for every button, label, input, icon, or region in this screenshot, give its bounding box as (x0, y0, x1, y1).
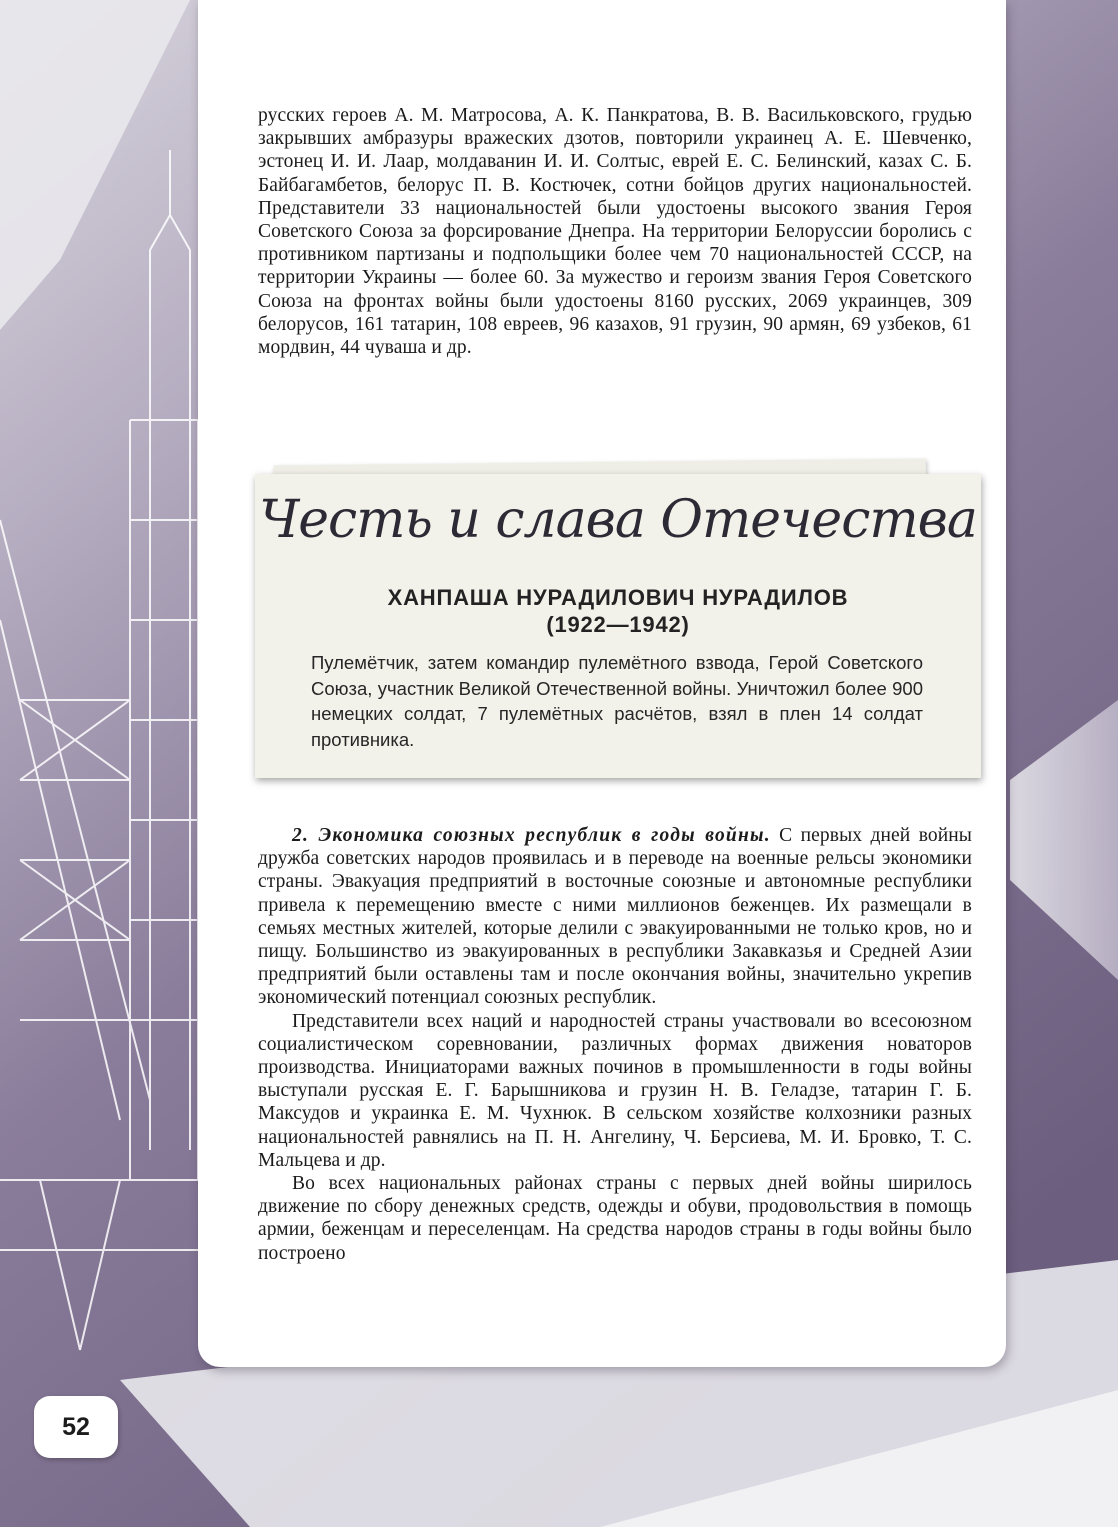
section-economy (258, 824, 972, 1265)
section-paragraph-c: Во всех национальных районах страны с первых дней войны ширилось движение по сбору денежных средств, одежды и обуви, продовольствия в помощь армии, беженцам и переселенцам. На средства народов страны в годы войны было построено (258, 1173, 972, 1264)
hero-years: (1922—1942) (546, 612, 690, 637)
inset-heading: Честь и слава Отечества (259, 490, 977, 550)
hero-description: Пулемётчик, затем командир пулемётного взвода, Герой Советского Союза, участник Великой Отечественной войны. Уничтожил более 900 немецких солдат, 7 пулемётных расчётов, взял в плен 14 солдат противника. (311, 652, 923, 750)
hero-name-block (255, 584, 981, 638)
text-paragraph-heroes (258, 104, 972, 359)
page-number: 52 (34, 1396, 118, 1458)
section-paragraph-a-text: С первых дней войны дружба советских народов проявилась и в переводе на военные рельсы экономики страны. Эвакуация предприятий в восточные союзные и автономные республики привела к перемещению вместе с ними миллионов беженцев. Их размещали в семьях местных жителей, которые делили с эвакуированными не только кров, но и пищу. Большинство из эвакуированных в республики Закавказья и Средней Азии предприятий были оставлены там и после окончания войны, значительно укрепив экономический потенциал союзных республик. (258, 825, 972, 1009)
section-paragraph-b: Представители всех наций и народностей страны участвовали во всесоюзном социалистическом соревновании, различных формах движения новаторов производства. Инициаторами важных починов в промышленности в годы войны выступали русская Е. Г. Барышникова и грузин Н. В. Геладзе, татарин Г. Б. Максудов и украинка Е. М. Чухнюк. В сельском хозяйстве колхозники разных национальностей равнялись на П. Н. Ангелину, Ч. Берсиева, М. И. Бровко, Т. С. Мальцева и др. (258, 1010, 972, 1171)
paragraph-heroes: русских героев А. М. Матросова, А. К. Панкратова, В. В. Васильковского, грудью закрывших амбразуры вражеских дзотов, повторили украинец А. Е. Шевченко, эстонец И. И. Лаар, молдаванин И. И. Солтыс, еврей Е. С. Белинский, казах С. Б. Байбагамбетов, белорус П. В. Костючек, сотни бойцов других национальностей. Представители 33 национальностей были удостоены высокого звания Героя Советского Союза за форсирование Днепра. На территории Белоруссии боролись с противником партизаны и подпольщики более чем 70 национальностей СССР, на территории Украины — более 60. За мужество и героизм звания Героя Советского Союза на фронтах войны были удостоены 8160 русских, 2069 украинцев, 309 белорусов, 161 татарин, 108 евреев, 96 казахов, 91 грузин, 90 армян, 69 узбеков, 61 мордвин, 44 чуваша и др. (258, 105, 972, 359)
section-title: 2. Экономика союзных республик в годы войны. (292, 825, 771, 846)
honor-inset-box (255, 474, 981, 778)
hero-name: ХАНПАША НУРАДИЛОВИЧ НУРАДИЛОВ (387, 585, 849, 610)
section-paragraph-a (258, 824, 972, 1010)
